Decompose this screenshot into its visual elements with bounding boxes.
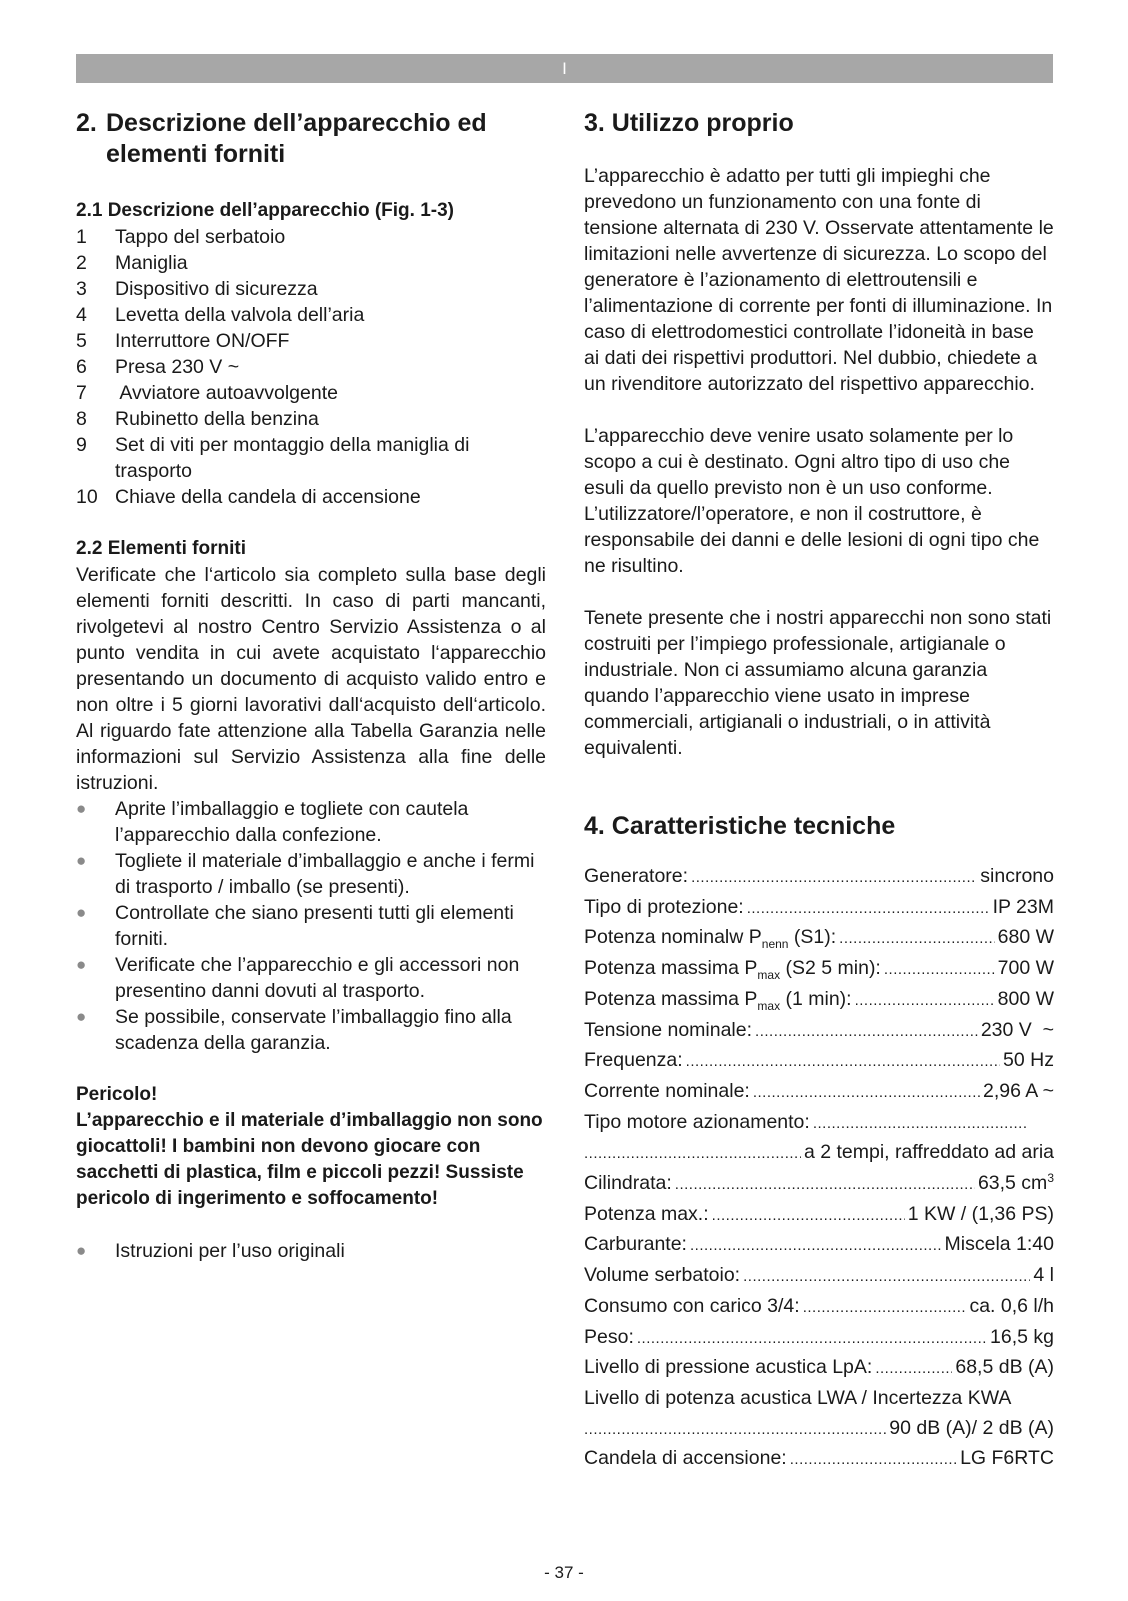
list-item: ● Verificate che l’apparecchio e gli accessori non presentino danni dovuti al trasporto. — [76, 954, 520, 1002]
spec-row: Potenza massima $P_{max}$ (S2 5 min): ..... 700 W — [584, 954, 1054, 985]
subsection-2-2-title: 2.2 Elementi forniti — [76, 538, 246, 559]
spec-row: Cilindrata: ..... 63,5 $cm^3$ — [584, 1169, 1054, 1200]
spec-row: Candela di accensione: ..... LG F6RTC — [584, 1444, 1054, 1475]
section-2-title: Descrizione dell’apparecchio ed elementi forniti — [106, 109, 487, 168]
list-item: ● Aprite l’imballaggio e togliete con cautela l’apparecchio dalla confezione. — [76, 798, 469, 846]
page-number: - 37 - — [544, 1563, 584, 1582]
list-item: 1 Tappo del serbatoio — [76, 226, 286, 248]
bullet-icon: ● — [76, 799, 87, 818]
spec-row: Consumo con carico 3/4: ..... ca. 0,6 l/h — [584, 1292, 1054, 1323]
spec-row: Potenza nominalw $P_{nenn}$ (S1): ..... 680 W — [584, 923, 1054, 954]
spec-row: ..... a 2 tempi, raffreddato ad aria — [584, 1138, 1054, 1169]
intended-use-paragraph-2: L’apparecchio deve venire usato solamente per lo scopo a cui è destinato. Ogni altro tipo di uso che esuli da quello previsto non è un uso conforme. L’utilizzatore/l’operatore, e non il costruttore, è responsabile dei danni e delle lesioni di ogni tipo che ne risultino. — [584, 425, 1040, 577]
list-item: 2 Maniglia — [76, 252, 188, 274]
section-2-heading — [76, 108, 546, 170]
list-item: 5 Interruttore ON/OFF — [76, 330, 290, 352]
spec-row: Livello di pressione acustica LpA: ..... 68,5 dB (A) — [584, 1353, 1054, 1384]
spec-row: ..... 90 dB (A)/ 2 dB (A) — [584, 1414, 1054, 1445]
spec-row: Livello di potenza acustica LWA / Incertezza KWA — [584, 1386, 1012, 1409]
intended-use-paragraph-3: Tenete presente che i nostri apparecchi non sono stati costruiti per l’impiego professionale, artigianale o industriale. Non ci assumiamo alcuna garanzia quando l’apparecchio viene usato in imprese commerciali, artigianali o industriali, o in attività equivalenti. — [584, 607, 1052, 759]
spec-row: Tipo motore azionamento: ..... — [584, 1108, 1054, 1139]
bullet-icon: ● — [76, 955, 87, 974]
bullet-icon: ● — [76, 1007, 87, 1026]
section-4-title: 4. Caratteristiche tecniche — [584, 812, 896, 840]
spec-row: Tipo di protezione: ..... IP 23M — [584, 893, 1054, 924]
list-item: ● Controllate che siano presenti tutti gli elementi forniti. — [76, 902, 514, 950]
list-item: ● Istruzioni per l’uso originali — [76, 1240, 345, 1262]
intended-use-paragraph-1: L’apparecchio è adatto per tutti gli impieghi che prevedono un funzionamento con una fonte di tensione alternata di 230 V. Osservate attentamente le limitazioni nelle avvertenze di sicurezza. Lo scopo del generatore è l’azionamento di elettroutensili e l’alimentazione di corrente per fonti di illuminazione. In caso di elettrodomestici controllate l’idoneità in base ai dati dei rispettivi produttori. Nel dubbio, chiedete a un rivenditore autorizzato del rispettivo apparecchio. — [584, 165, 1054, 395]
list-item: ● Togliete il materiale d’imballaggio e anche i fermi di trasporto / imballo (se presenti). — [76, 850, 535, 898]
list-item: 9 Set di viti per montaggio della maniglia di trasporto — [76, 434, 470, 482]
list-item: 7 Avviatore autoavvolgente — [76, 382, 338, 404]
spec-row: Volume serbatoio: ..... 4 l — [584, 1261, 1054, 1292]
right-column — [584, 108, 1054, 1475]
delivery-scope-text: Verificate che l‘articolo sia completo sulla base degli elementi forniti descritti. In caso di parti mancanti, rivolgetevi al nostro Centro Servizio Assistenza o al punto vendita in cui avete acquistato l‘apparecchio presentando un documento di acquisto valido entro e non oltre i 5 giorni lavorativi dall‘acquisto dell‘articolo. Al riguardo fate attenzione alla Tabella Garanzia nelle informazioni sul Servizio Assistenza alla fine delle istruzioni. — [76, 564, 546, 794]
list-item: 10 Chiave della candela di accensione — [76, 486, 421, 508]
danger-title: Pericolo! — [76, 1084, 158, 1105]
unpacking-bullets — [76, 796, 546, 1056]
spec-row: Tensione nominale: ..... 230 V ~ — [584, 1016, 1054, 1047]
original-instructions-bullet — [76, 1238, 546, 1264]
list-item: 4 Levetta della valvola dell’aria — [76, 304, 365, 326]
bullet-icon: ● — [76, 851, 87, 870]
list-item: 6 Presa 230 V ~ — [76, 356, 240, 378]
section-2-number: 2. — [76, 109, 97, 137]
spec-row: Potenza max.: ..... 1 KW / (1,36 PS) — [584, 1200, 1054, 1231]
spec-row: Generatore: ..... sincrono — [584, 862, 1054, 893]
danger-text: L’apparecchio e il materiale d’imballaggio non sono giocattoli! I bambini non devono giocare con sacchetti di plastica, film e piccoli pezzi! Sussiste pericolo di ingerimento e soffocamento! — [76, 1110, 543, 1209]
language-header-bar — [76, 54, 1053, 83]
list-item: 8 Rubinetto della benzina — [76, 408, 319, 430]
list-item: 3 Dispositivo di sicurezza — [76, 278, 318, 300]
list-item: ● Se possibile, conservate l’imballaggio fino alla scadenza della garanzia. — [76, 1006, 512, 1054]
device-parts-list — [76, 224, 546, 510]
section-3-title: 3. Utilizzo proprio — [584, 109, 794, 137]
language-tab-letter: I — [562, 59, 567, 78]
left-column — [76, 108, 546, 1264]
spec-row: Corrente nominale: ..... 2,96 A ~ — [584, 1077, 1054, 1108]
spec-row: Potenza massima $P_{max}$ (1 min): ..... 800 W — [584, 985, 1054, 1016]
technical-specs-list — [584, 862, 1054, 1475]
spec-row: Carburante: ..... Miscela 1:40 — [584, 1230, 1054, 1261]
subsection-2-1-title: 2.1 Descrizione dell’apparecchio (Fig. 1-3) — [76, 200, 455, 221]
spec-row: Peso: ..... 16,5 kg — [584, 1323, 1054, 1354]
bullet-icon: ● — [76, 903, 87, 922]
bullet-icon: ● — [76, 1241, 87, 1260]
spec-row: Frequenza: ..... 50 Hz — [584, 1046, 1054, 1077]
